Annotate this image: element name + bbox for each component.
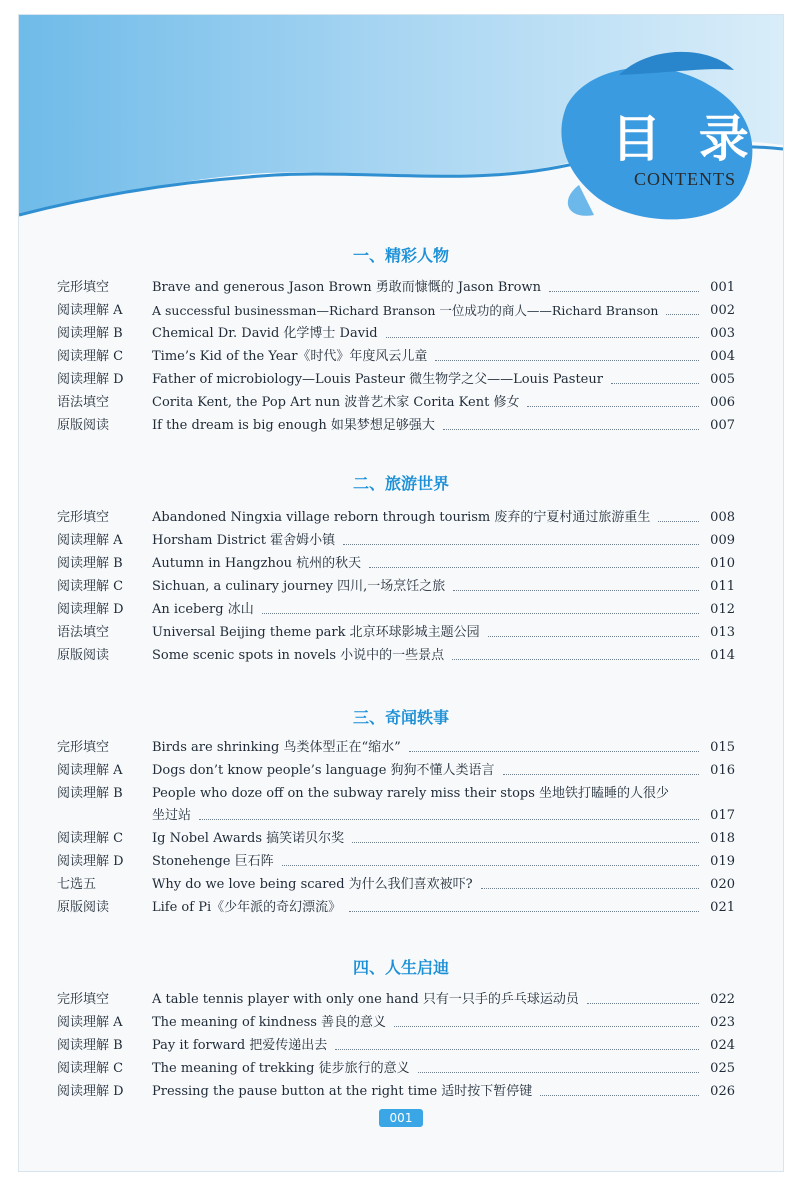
toc-title: An iceberg 冰山: [152, 602, 254, 617]
section-heading: 二、旅游世界: [352, 474, 449, 493]
title-english: CONTENTS: [634, 169, 736, 189]
leader-dots: [352, 828, 699, 843]
toc-title: A successful businessman—Richard Branson 一位成功的商人——Richard Branson: [152, 303, 659, 318]
toc-page-number: 008: [710, 510, 735, 525]
toc-entry[interactable]: [57, 645, 735, 667]
toc-category: 阅读理解 B: [57, 556, 123, 571]
leader-dots: [282, 851, 699, 866]
leader-dots: [262, 599, 699, 614]
toc-title: Corita Kent, the Pop Art nun 波普艺术家 Corita Kent 修女: [152, 395, 520, 410]
section-heading: 三、奇闻轶事: [352, 708, 449, 727]
toc-title: Abandoned Ningxia village reborn through tourism 废弃的宁夏村通过旅游重生: [152, 510, 651, 525]
toc-entry[interactable]: [57, 989, 735, 1011]
leader-dots: [666, 300, 699, 315]
toc-category: 完形填空: [57, 280, 110, 295]
toc-category: 阅读理解 C: [57, 349, 124, 364]
toc-page-number: 013: [710, 625, 735, 640]
toc-entry[interactable]: [57, 530, 735, 552]
toc-title: The meaning of trekking 徒步旅行的意义: [152, 1061, 410, 1076]
page-number-badge: 001: [379, 1109, 423, 1127]
toc-title: Dogs don’t know people’s language 狗狗不懂人类语言: [152, 763, 495, 778]
leader-dots: [540, 1081, 699, 1096]
toc-title: Autumn in Hangzhou 杭州的秋天: [152, 556, 362, 571]
toc-entry[interactable]: [57, 346, 735, 368]
contents-title: [605, 111, 765, 190]
toc-entry[interactable]: [57, 392, 735, 414]
toc-category: 完形填空: [57, 510, 110, 525]
toc-entry[interactable]: [57, 507, 735, 529]
toc-title: The meaning of kindness 善良的意义: [152, 1015, 387, 1030]
toc-title: Some scenic spots in novels 小说中的一些景点: [152, 648, 445, 663]
toc-title: A table tennis player with only one hand 只有一只手的乒乓球运动员: [152, 992, 579, 1007]
toc-entry[interactable]: [57, 622, 735, 644]
toc-title: Ig Nobel Awards 搞笑诺贝尔奖: [152, 831, 345, 846]
section-heading: 一、精彩人物: [352, 246, 449, 265]
toc-page-number: 021: [710, 900, 735, 915]
toc-page-number: 022: [710, 992, 735, 1007]
toc-entry[interactable]: [57, 599, 735, 621]
toc-entry[interactable]: [57, 1012, 735, 1034]
title-chinese: 目 录: [611, 110, 759, 168]
toc-entry[interactable]: [57, 1035, 735, 1057]
leader-dots: [394, 1012, 699, 1027]
leader-dots: [611, 369, 699, 384]
leader-dots: [658, 507, 699, 522]
toc-title: Birds are shrinking 鸟类体型正在“缩水”: [152, 740, 401, 755]
toc-page-number: 001: [710, 280, 735, 295]
leader-dots: [369, 553, 699, 568]
toc-category: 完形填空: [57, 740, 110, 755]
toc-page-number: 025: [710, 1061, 735, 1076]
toc-page-number: 011: [710, 579, 735, 594]
leader-dots: [587, 989, 699, 1004]
leader-dots: [435, 346, 699, 361]
toc-category: 阅读理解 A: [57, 533, 123, 548]
toc-entry[interactable]: [57, 737, 735, 759]
toc-category: 阅读理解 D: [57, 854, 124, 869]
leader-dots: [453, 576, 699, 591]
toc-page-number: 015: [710, 740, 735, 755]
toc-title: Sichuan, a culinary journey 四川,一场烹饪之旅: [152, 579, 446, 594]
leader-dots: [503, 760, 699, 775]
toc-page-number: 019: [710, 854, 735, 869]
leader-dots: [335, 1035, 699, 1050]
toc-category: 阅读理解 D: [57, 602, 124, 617]
toc-entry[interactable]: [57, 553, 735, 575]
toc-category: 阅读理解 B: [57, 786, 123, 801]
toc-entry[interactable]: [57, 323, 735, 345]
toc-title: Time’s Kid of the Year《时代》年度风云儿童: [152, 349, 428, 364]
toc-title: Life of Pi《少年派的奇幻漂流》: [152, 900, 342, 915]
page: [18, 14, 784, 1172]
toc-category: 原版阅读: [57, 648, 110, 663]
toc-entry[interactable]: [57, 369, 735, 391]
header-banner: [19, 15, 783, 245]
toc-page-number: 006: [710, 395, 735, 410]
toc-entry[interactable]: [57, 851, 735, 873]
toc-category: 阅读理解 C: [57, 579, 124, 594]
toc-category: 阅读理解 A: [57, 763, 123, 778]
leader-dots: [549, 277, 699, 292]
toc-page-number: 009: [710, 533, 735, 548]
toc-page-number: 002: [710, 303, 735, 318]
toc-page-number: 003: [710, 326, 735, 341]
toc-page-number: 020: [710, 877, 735, 892]
toc-category: 阅读理解 C: [57, 831, 124, 846]
toc-category: 原版阅读: [57, 418, 110, 433]
toc-page-number: 026: [710, 1084, 735, 1099]
toc-entry[interactable]: [57, 760, 735, 782]
toc-page-number: 024: [710, 1038, 735, 1053]
leader-dots: [452, 645, 699, 660]
toc-entry[interactable]: [57, 576, 735, 598]
toc-category: 语法填空: [57, 625, 110, 640]
toc-entry[interactable]: [57, 1081, 735, 1103]
leader-dots: [343, 530, 699, 545]
toc-entry[interactable]: [57, 1058, 735, 1080]
toc-category: 七选五: [57, 877, 97, 892]
toc-page-number: 014: [710, 648, 735, 663]
toc-page-number: 018: [710, 831, 735, 846]
toc-title: Universal Beijing theme park 北京环球影城主题公园: [152, 625, 480, 640]
toc-page-number: 005: [710, 372, 735, 387]
toc-title: Father of microbiology—Louis Pasteur 微生物学之父——Louis Pasteur: [152, 372, 603, 387]
toc-entry[interactable]: [57, 874, 735, 896]
toc-page-number: 023: [710, 1015, 735, 1030]
toc-title: Stonehenge 巨石阵: [152, 854, 274, 869]
leader-dots: [409, 737, 699, 752]
toc-category: 阅读理解 B: [57, 1038, 123, 1053]
toc-page-number: 007: [710, 418, 735, 433]
leader-dots: [527, 392, 699, 407]
toc-entry[interactable]: [57, 277, 735, 299]
leader-dots: [349, 897, 699, 912]
toc-category: 阅读理解 D: [57, 1084, 124, 1099]
toc-title: Horsham District 霍舍姆小镇: [152, 533, 336, 548]
toc-category: 阅读理解 A: [57, 303, 123, 318]
leader-dots: [443, 415, 699, 430]
toc-title: Why do we love being scared 为什么我们喜欢被吓?: [152, 877, 473, 892]
toc-title: Pay it forward 把爱传递出去: [152, 1038, 328, 1053]
leader-dots: [386, 323, 699, 338]
toc-page-number: 010: [710, 556, 735, 571]
leader-dots: [418, 1058, 699, 1073]
toc-page-number: 016: [710, 763, 735, 778]
toc-title: Chemical Dr. David 化学博士 David: [152, 326, 378, 341]
toc-title: People who doze off on the subway rarely miss their stops 坐地铁打瞌睡的人很少: [152, 786, 670, 801]
leader-dots: [199, 805, 699, 820]
toc-category: 原版阅读: [57, 900, 110, 915]
toc-title: If the dream is big enough 如果梦想足够强大: [152, 418, 435, 433]
toc-page-number: 004: [710, 349, 735, 364]
toc-category: 完形填空: [57, 992, 110, 1007]
toc-entry[interactable]: [57, 828, 735, 850]
toc-title-continued: 坐过站: [152, 808, 192, 823]
toc-category: 阅读理解 A: [57, 1015, 123, 1030]
toc-category: 阅读理解 C: [57, 1061, 124, 1076]
toc-page-number: 017: [710, 808, 735, 823]
toc-title: Pressing the pause button at the right time 适时按下暂停键: [152, 1084, 533, 1099]
toc-entry[interactable]: [57, 415, 735, 437]
toc-title: Brave and generous Jason Brown 勇敢而慷慨的 Jason Brown: [152, 280, 541, 295]
leader-dots: [488, 622, 699, 637]
toc-entry[interactable]: [57, 783, 735, 827]
toc-page-number: 012: [710, 602, 735, 617]
section-heading: 四、人生启迪: [352, 958, 449, 977]
toc-entry[interactable]: [57, 300, 735, 322]
toc-entry[interactable]: [57, 897, 735, 919]
toc-category: 阅读理解 B: [57, 326, 123, 341]
toc-category: 阅读理解 D: [57, 372, 124, 387]
leader-dots: [481, 874, 699, 889]
toc-category: 语法填空: [57, 395, 110, 410]
